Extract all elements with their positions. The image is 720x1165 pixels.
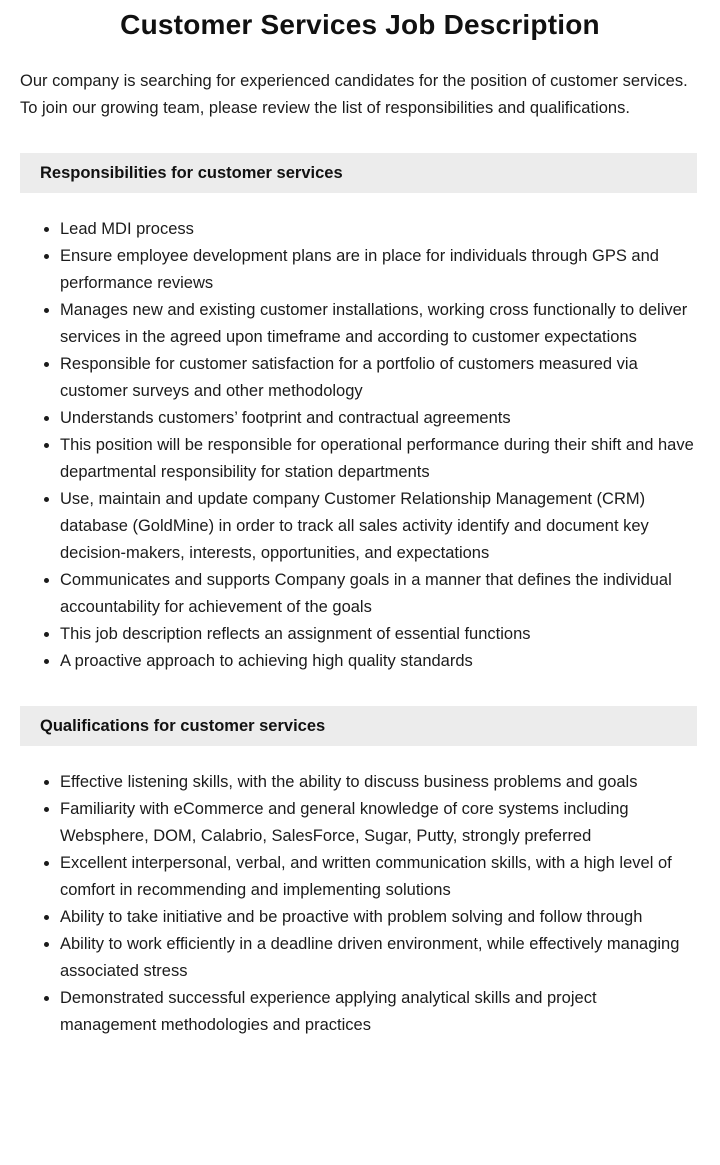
list-item: Ensure employee development plans are in place for individuals through GPS and performance reviews — [44, 243, 697, 297]
qualifications-section-header: Qualifications for customer services — [20, 706, 697, 746]
list-item: Effective listening skills, with the ability to discuss business problems and goals — [44, 769, 697, 796]
qualifications-list — [20, 769, 697, 1039]
list-item: Use, maintain and update company Customer Relationship Management (CRM) database (GoldMine) in order to track all sales activity identify and document key decision-makers, interests, opportunities, and expectations — [44, 486, 697, 567]
qualifications-section — [0, 706, 720, 1039]
intro-paragraph: Our company is searching for experienced candidates for the position of customer services. To join our growing team, please review the list of responsibilities and qualifications. — [20, 72, 688, 117]
list-item: This position will be responsible for operational performance during their shift and have departmental responsibility for station departments — [44, 432, 697, 486]
responsibilities-section — [0, 153, 720, 675]
responsibilities-section-header: Responsibilities for customer services — [20, 153, 697, 193]
list-item: This job description reflects an assignment of essential functions — [44, 621, 697, 648]
list-item: Demonstrated successful experience applying analytical skills and project management methodologies and practices — [44, 985, 697, 1039]
responsibilities-list — [20, 216, 697, 675]
list-item: Ability to take initiative and be proactive with problem solving and follow through — [44, 904, 697, 931]
list-item: Excellent interpersonal, verbal, and written communication skills, with a high level of comfort in recommending and implementing solutions — [44, 850, 697, 904]
list-item: Understands customers’ footprint and contractual agreements — [44, 405, 697, 432]
page-title: Customer Services Job Description — [120, 9, 600, 40]
list-item: Manages new and existing customer installations, working cross functionally to deliver services in the agreed upon timeframe and according to customer expectations — [44, 297, 697, 351]
list-item: Lead MDI process — [44, 216, 697, 243]
list-item: Communicates and supports Company goals in a manner that defines the individual accountability for achievement of the goals — [44, 567, 697, 621]
list-item: Ability to work efficiently in a deadline driven environment, while effectively managing associated stress — [44, 931, 697, 985]
list-item: Familiarity with eCommerce and general knowledge of core systems including Websphere, DOM, Calabrio, SalesForce, Sugar, Putty, strongly preferred — [44, 796, 697, 850]
list-item: Responsible for customer satisfaction for a portfolio of customers measured via customer surveys and other methodology — [44, 351, 697, 405]
list-item: A proactive approach to achieving high quality standards — [44, 648, 697, 675]
